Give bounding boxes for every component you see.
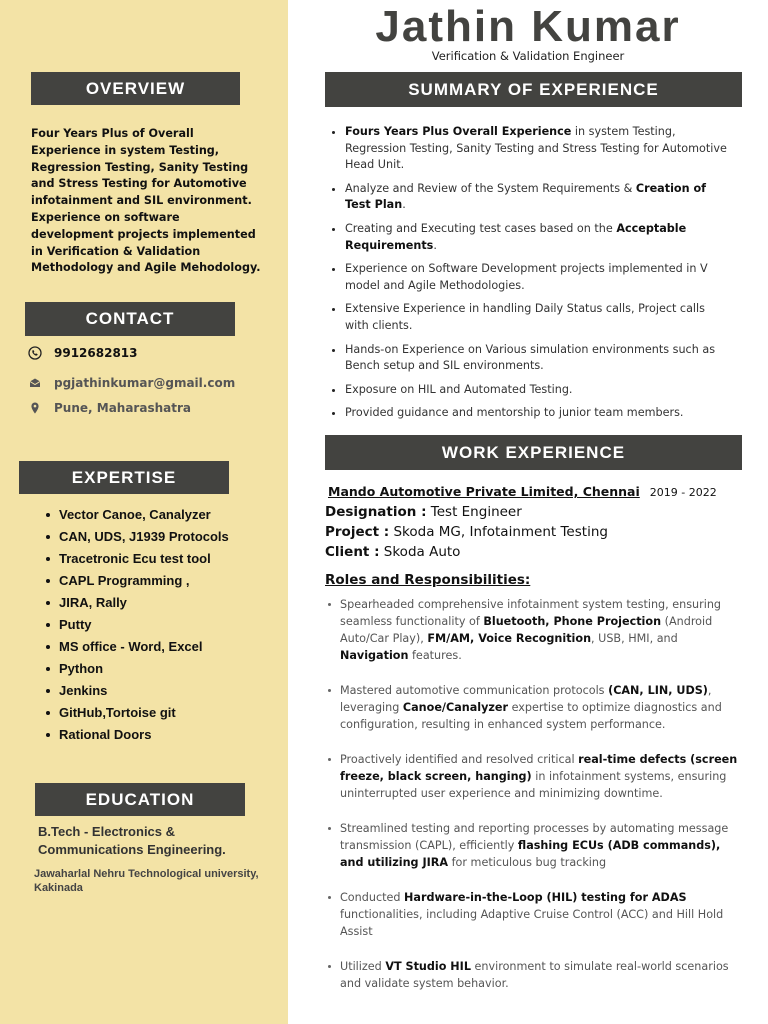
expertise-item: MS office - Word, Excel xyxy=(42,639,272,654)
responsibility-item-text: , USB, HMI, and xyxy=(591,632,678,645)
summary-heading: SUMMARY OF EXPERIENCE xyxy=(325,72,742,107)
responsibility-item-text: in infotainment systems, ensuring uninterrupted user experience and minimizing downtime. xyxy=(340,770,727,800)
summary-item xyxy=(328,261,728,294)
expertise-list xyxy=(42,507,272,749)
expertise-item: Putty xyxy=(42,617,272,632)
contact-email[interactable]: pgjathinkumar@gmail.com xyxy=(54,376,236,390)
project-label: Project : xyxy=(325,524,390,540)
mail-icon xyxy=(28,376,42,390)
responsibility-item-bold-text: (CAN, LIN, UDS) xyxy=(608,684,708,697)
responsibility-item xyxy=(328,751,738,802)
expertise-item: Tracetronic Ecu test tool xyxy=(42,551,272,566)
candidate-role: Verification & Validation Engineer xyxy=(431,49,625,63)
summary-item-text: Creating and Executing test cases based on the xyxy=(345,221,617,235)
expertise-item: JIRA, Rally xyxy=(42,595,272,610)
summary-item xyxy=(328,301,728,334)
summary-item xyxy=(328,382,728,399)
responsibility-item-bold-text: Hardware-in-the-Loop (HIL) testing for ADAS xyxy=(404,891,687,904)
client-value: Skoda Auto xyxy=(383,544,461,560)
contact-location-row xyxy=(28,401,191,415)
summary-item-text: Experience on Software Development projects implemented in V model and Agile Methodologies. xyxy=(345,262,708,292)
contact-phone[interactable]: 9912682813 xyxy=(54,346,138,360)
employment-dates: 2019 - 2022 xyxy=(649,486,717,499)
summary-item xyxy=(328,181,728,214)
summary-item-text: Exposure on HIL and Automated Testing. xyxy=(345,382,573,396)
overview-text: Four Years Plus of Overall Experience in system Testing, Regression Testing, Sanity Testing and Stress Testing for Automotive infotainment and SIL environment. Experience on software development projects implemented in Verification & Validation Methodology and Agile Mehodology. xyxy=(31,127,261,275)
project-value: Skoda MG, Infotainment Testing xyxy=(393,524,608,540)
responsibility-item-bold-text: Navigation xyxy=(340,649,409,662)
overview-heading: OVERVIEW xyxy=(31,72,240,105)
responsibility-item xyxy=(328,958,738,992)
designation-row xyxy=(325,504,522,520)
summary-item-text: . xyxy=(433,238,437,252)
responsibility-item xyxy=(328,820,738,871)
responsibility-item-text: Conducted xyxy=(340,891,405,904)
responsibility-item-bold-text: VT Studio HIL xyxy=(385,960,471,973)
summary-item xyxy=(328,221,728,254)
education-heading: EDUCATION xyxy=(35,783,245,816)
summary-item-text: . xyxy=(402,198,406,212)
contact-location: Pune, Maharashatra xyxy=(54,401,191,415)
summary-item-text: Hands-on Experience on Various simulation environments such as Bench setup and SIL environments. xyxy=(345,342,716,373)
candidate-name: Jathin Kumar xyxy=(375,2,681,51)
responsibility-item-bold-text: real-time defects (screen freeze, black screen, hanging) xyxy=(340,753,738,783)
responsibility-item-text: features. xyxy=(408,649,462,662)
responsibility-item xyxy=(328,682,738,733)
summary-item-text: in system Testing, Regression Testing, Sanity Testing and Stress Testing for Automotive Head Unit. xyxy=(345,125,727,172)
client-label: Client : xyxy=(325,544,380,560)
education-university: Jawaharlal Nehru Technological university, Kakinada xyxy=(34,868,259,894)
summary-item-text: Analyze and Review of the System Requirements & xyxy=(345,181,636,195)
company-line xyxy=(328,484,748,499)
responsibilities-list xyxy=(328,596,738,1010)
summary-item xyxy=(328,124,728,174)
summary-list xyxy=(328,124,728,429)
responsibility-item-text: Proactively identified and resolved critical xyxy=(340,753,579,766)
summary-item xyxy=(328,405,728,422)
responsibility-item-text: for meticulous bug tracking xyxy=(448,856,607,869)
responsibility-item-text: , leveraging xyxy=(340,684,712,714)
expertise-item: CAN, UDS, J1939 Protocols xyxy=(42,529,272,544)
expertise-heading: EXPERTISE xyxy=(19,461,229,494)
responsibility-item-text: Utilized xyxy=(340,960,386,973)
roles-heading: Roles and Responsibilities: xyxy=(325,572,531,588)
summary-item-bold-text: Acceptable Requirements xyxy=(345,221,687,252)
summary-item xyxy=(328,342,728,375)
expertise-item: Rational Doors xyxy=(42,727,272,742)
education-degree: B.Tech - Electronics & Communications Engineering. xyxy=(38,824,226,857)
responsibility-item-bold-text: flashing ECUs (ADB commands), and utilizing JIRA xyxy=(340,839,721,869)
company-name: Mando Automotive Private Limited, Chennai xyxy=(328,484,640,499)
phone-icon xyxy=(28,346,42,360)
contact-phone-row xyxy=(28,346,138,360)
expertise-item: Jenkins xyxy=(42,683,272,698)
expertise-item: GitHub,Tortoise git xyxy=(42,705,272,720)
work-experience-heading: WORK EXPERIENCE xyxy=(325,435,742,470)
expertise-item: Python xyxy=(42,661,272,676)
project-row xyxy=(325,524,608,540)
responsibility-item-text: expertise to optimize diagnostics and configuration, resulting in enhanced system performance. xyxy=(340,701,722,731)
contact-heading: CONTACT xyxy=(25,302,235,336)
summary-item-bold-text: Creation of Test Plan xyxy=(345,181,707,212)
responsibility-item xyxy=(328,889,738,940)
responsibility-item-bold-text: Canoe/Canalyzer xyxy=(402,701,509,714)
contact-email-row xyxy=(28,376,235,390)
responsibility-item-text: Spearheaded comprehensive infotainment system testing, ensuring seamless functionality of xyxy=(340,598,722,628)
client-row xyxy=(325,544,460,560)
location-pin-icon xyxy=(28,401,42,415)
summary-item-bold-text: Fours Years Plus Overall Experience xyxy=(345,125,572,138)
responsibility-item-text: functionalities, including Adaptive Cruise Control (ACC) and Hill Hold Assist xyxy=(340,908,724,938)
summary-item-text: Provided guidance and mentorship to junior team members. xyxy=(345,406,684,420)
responsibility-item-text: Mastered automotive communication protocols xyxy=(340,684,609,697)
responsibility-item-bold-text: Bluetooth, Phone Projection xyxy=(483,615,662,628)
designation-value: Test Engineer xyxy=(430,504,522,520)
designation-label: Designation : xyxy=(325,504,427,520)
expertise-item: CAPL Programming , xyxy=(42,573,272,588)
expertise-item: Vector Canoe, Canalyzer xyxy=(42,507,272,522)
responsibility-item-text: Streamlined testing and reporting processes by automating message transmission (CAPL), efficiently xyxy=(340,822,729,852)
summary-item-text: Extensive Experience in handling Daily Status calls, Project calls with clients. xyxy=(345,302,705,332)
responsibility-item xyxy=(328,596,738,664)
responsibility-item-text: environment to simulate real-world scenarios and validate system behavior. xyxy=(340,960,729,990)
responsibility-item-text: (Android Auto/Car Play), xyxy=(340,615,713,645)
responsibility-item-bold-text: FM/AM, Voice Recognition xyxy=(427,632,592,645)
